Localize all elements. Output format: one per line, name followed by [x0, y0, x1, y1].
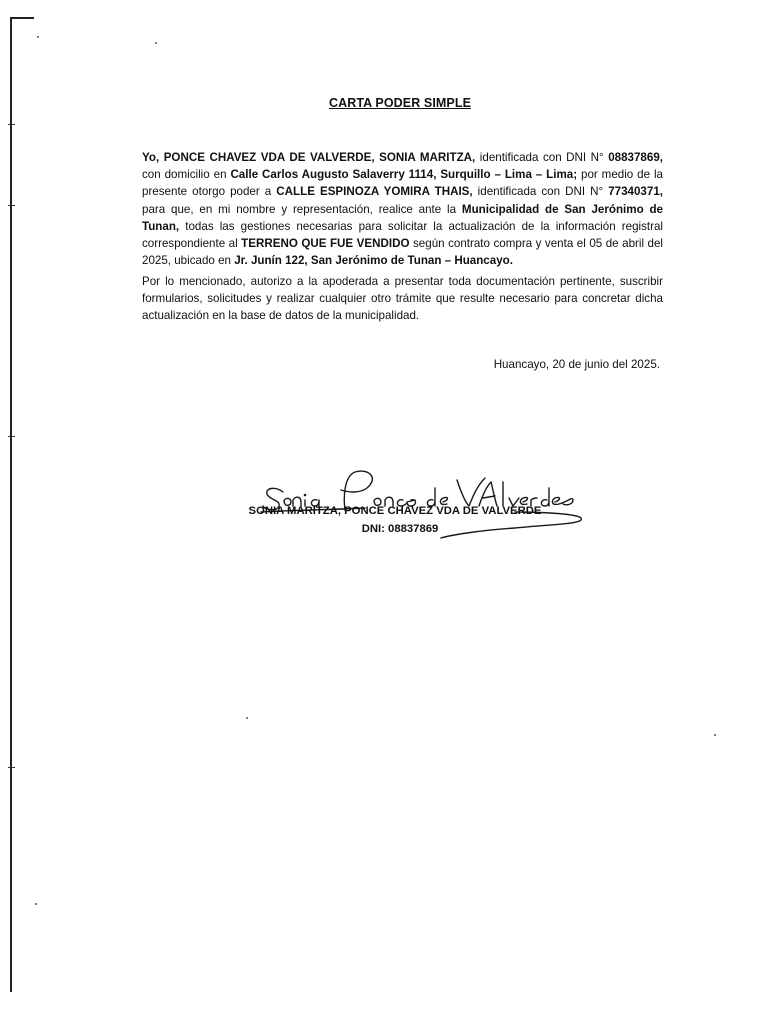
signatory-name: SONIA MARITZA, PONCE CHAVEZ VDA DE VALVERDE	[248, 505, 542, 517]
scan-speck	[246, 717, 248, 719]
scan-tick-mark	[8, 436, 15, 437]
body-text: para que, en mi nombre y representación, realice ante la	[142, 202, 462, 216]
scan-border-top	[10, 17, 34, 19]
scan-speck	[714, 734, 716, 736]
document-title: CARTA PODER SIMPLE	[328, 96, 472, 110]
scan-speck	[37, 36, 39, 38]
emphasized-text: 08837869,	[608, 151, 663, 164]
emphasized-text: Yo,	[142, 151, 164, 164]
emphasized-text: Municipalidad de San Jerónimo de Tunan,	[142, 202, 664, 233]
authorization-paragraph: Por lo mencionado, autorizo a la apoderada a presentar toda documentación pertinente, suscribir formularios, solicitudes y realizar cualquier otro trámite que resulte necesario para concretar dicha actualización en la base de datos de la municipalidad.	[142, 275, 663, 323]
body-text: identificada con DNI N°	[475, 151, 609, 164]
body-text: todas las gestiones necesarias para solicitar la actualización de la información registral correspondiente al	[142, 219, 663, 251]
body-text: según contrato compra y venta el 05 de abril del 2025, ubicado en	[142, 237, 663, 268]
body-text: con domicilio en	[142, 168, 231, 182]
emphasized-text: Calle Carlos Augusto Salaverry 1114, Surquillo – Lima – Lima;	[230, 168, 578, 182]
scan-tick-mark	[8, 205, 15, 206]
emphasized-text: Jr. Junín 122, San Jerónimo de Tunan – Huancayo.	[234, 254, 513, 268]
scan-tick-mark	[8, 124, 15, 125]
body-text: por medio de la presente otorgo poder a	[142, 168, 663, 199]
emphasized-text: PONCE CHAVEZ VDA DE VALVERDE, SONIA MARITZA,	[163, 151, 476, 164]
emphasized-text: TERRENO QUE FUE VENDIDO	[241, 237, 410, 251]
grant-paragraph	[142, 149, 663, 269]
emphasized-text: 77340371,	[608, 185, 663, 199]
scan-speck	[155, 42, 157, 44]
signatory-dni: DNI: 08837869	[361, 523, 439, 535]
body-text: identificada con DNI N°	[472, 185, 609, 199]
place-and-date: Huancayo, 20 de junio del 2025.	[493, 358, 660, 371]
scan-tick-mark	[8, 767, 15, 768]
scan-speck	[35, 903, 37, 905]
emphasized-text: CALLE ESPINOZA YOMIRA THAIS,	[276, 185, 473, 199]
